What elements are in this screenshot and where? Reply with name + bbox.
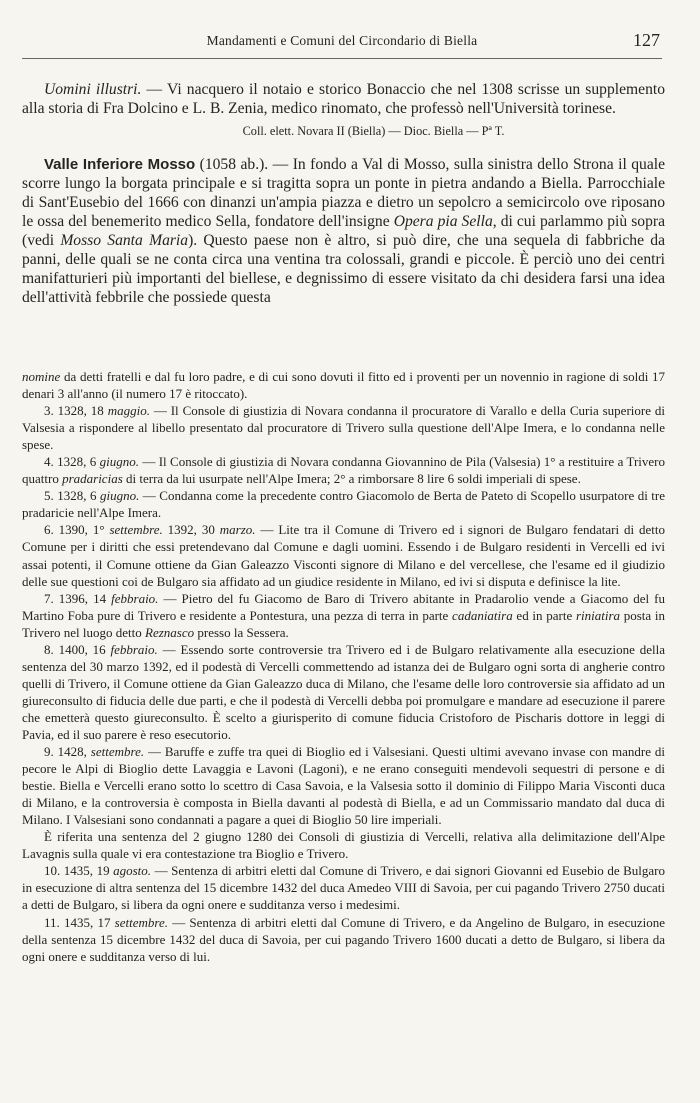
header-rule bbox=[22, 58, 662, 59]
footnote-7: 7. 1396, 14 febbraio. — Pietro del fu Giacomo de Baro di Trivero abitante in Pradarolio vende a Giacomo del fu Martino Foba pure di Trivero e residente a Pontestura, una pezza di terra in parte cadaniatira ed in parte riniatira posta in Trivero nel luogo detto Reznasco presso la Sessera. bbox=[22, 590, 666, 640]
footnote-11: 11. 1435, 17 settembre. — Sentenza di arbitri eletti dal Comune di Trivero, e da Angelino de Bulgaro, in esecuzione della sentenza 15 dicembre 1432 del duca di Savoia, per cui pagando Trivero 1600 ducati a detto de Bulgaro, si libera da ogni onere e sudditanza verso di lui. bbox=[22, 914, 666, 964]
paragraph-illustrious-men: Uomini illustri. — Vi nacquero il notaio e storico Bonaccio che nel 1308 scrisse un supplemento alla storia di Fra Dolcino e L. B. Zenia, medico rinomato, che professò nell'Università torinese. bbox=[22, 81, 665, 117]
footnote-3: 3. 1328, 18 maggio. — Il Console di giustizia di Novara condanna il procuratore di Varallo e della Curia superiore di Valsesia a rispondere al libello presentato dal procuratore di Trivero sulla questione dell'Alpe Imera, e lo condanna nelle spese. bbox=[22, 403, 665, 453]
population: (1058 ab.). bbox=[195, 156, 269, 173]
place-heading: Valle Inferiore Mosso bbox=[44, 156, 196, 173]
footnote-6: 6. 1390, 1° settembre. 1392, 30 marzo. — Lite tra il Comune di Trivero ed i signori de Bulgaro fendatari di detto Comune per i diritti che essi pretendevano dal Comune e dagli uomini. Essendo i de Bulgaro residenti in Vercelli ed ivi assai potenti, il Comune ottiene da Gian Galeazzo Visconti signore di Milano e del vercellese, che l'esame ed il giudizio delle sue questioni coi de Bulgaro sia affidato ad un giudice residente in Milano, ed ivi si disputa e definisce la lite. bbox=[22, 522, 666, 589]
main-text bbox=[22, 80, 665, 307]
footnote-4: 4. 1328, 6 giugno. — Il Console di giustizia di Novara condanna Giovannino de Pila (Valsesia) 1° a restituire a Trivero quattro pradaricias di terra da lui usurpate nell'Alpe Imera; 2° a rimborsare 8 lire 6 soldi imperiali di spese. bbox=[22, 454, 665, 487]
footnote-10: 10. 1435, 19 agosto. — Sentenza di arbitri eletti dal Comune di Trivero, e dai signori Giovanni ed Eusebio de Bulgaro in esecuzione di altra sentenza del 15 dicembre 1432 del duca Amedeo VIII di Savoia, per cui pagando Trivero 2750 ducati a detti de Bulgaro, si libera da ogni onere e sudditanza verso i medesimi. bbox=[22, 863, 666, 913]
running-title: Mandamenti e Comuni del Circondario di Biella bbox=[206, 33, 478, 48]
footnotes bbox=[22, 368, 665, 965]
section-label: Uomini illustri. bbox=[44, 81, 142, 98]
footnote-9: 9. 1428, settembre. — Baruffe e zuffe tra quei di Bioglio ed i Valsesiani. Questi ultimi avevano invase con mandre di pecore le Alpi di Bioglio dette Lavaggia e Lavoni (Lagoni), e ne erano conseguiti mendevoli sequestri di persone e di bestie. Biella e Vercelli erano sotto lo scettro di Casa Savoia, e la Valsesia sotto il dominio di Filippo Maria Visconti duca di Milano, e la controversia è composta in Biella davanti al podestà di Biella, e ad un Commissario mandato dal duca di Milano. I Valsesiani sono condannati a pagare a quei di Bioglio 50 lire imperiali. bbox=[22, 744, 665, 828]
running-head bbox=[22, 30, 662, 51]
footnote-9-addendum: È riferita una sentenza del 2 giugno 1280 dei Consoli di giustizia di Vercelli, relativa alla delimitazione dell'Alpe Lavagnis sulla quale vi era contestazione tra Bioglio e Trivero. bbox=[22, 829, 665, 862]
footnote-5: 5. 1328, 6 giugno. — Condanna come la precedente contro Giacomolo de Berta de Pateto di Scopello usurpatore di tre pradaricie nell'Alpe Imera. bbox=[22, 488, 666, 521]
paragraph-valle-inferiore-mosso: Valle Inferiore Mosso (1058 ab.). — In fondo a Val di Mosso, sulla sinistra dello Strona il quale scorre lungo la borgata principale e si tragitta sopra un ponte in pietra andando a Biella. Parrocchiale di Sant'Eusebio del 1666 con dinanzi un'ampia piazza e dietro un sepolcro a semicircolo ove riposano le ossa del benemerito medico Sella, fondatore dell'insigne Opera pia Sella, di cui parlammo più sopra (vedi Mosso Santa Maria). Questo paese non è altro, si può dire, che una sequela di fabbriche da panni, delle quali se ne conta circa una ventina tra colossali, grandi e piccole. È perciò uno dei centri manifatturieri più importanti del biellese, e degnissimo di essere visitato da chi desidera farsi una idea dell'attività febbrile che possiede questa bbox=[22, 156, 666, 306]
page-number: 127 bbox=[633, 30, 660, 50]
footnote-continuation: nomine da detti fratelli e dal fu loro padre, e di cui sono dovuti il fitto ed i proventi per un novennio in ragione di soldi 17 denari 3 all'anno (il numero 17 è ritoccato). bbox=[22, 369, 665, 402]
footnote-8: 8. 1400, 16 febbraio. — Essendo sorte controversie tra Trivero ed i de Bulgaro relativamente alla esecuzione della sentenza del 30 marzo 1392, ed il podestà di Vercelli commettendo ad istanza dei de Bulgaro ogni sorta di angherie contro quelli di Trivero, il Comune ottiene da Gian Galeazzo duca di Milano, che l'esame delle loro controversie sia affidato ad un giureconsulto di fiducia delle due parti, e che il podestà di Vercelli debba poi promulgare e mandare ad esecuzione il parere che emetterà questo giureconsulto. È scelto a giurisperito di comune fiducia Cristoforo de Pischaris dottore in leggi di Pavia, ed il suo parere è reso esecutorio. bbox=[22, 641, 666, 742]
electoral-citation: Coll. elett. Novara II (Biella) — Dioc. Biella — Pª T. bbox=[242, 124, 505, 138]
